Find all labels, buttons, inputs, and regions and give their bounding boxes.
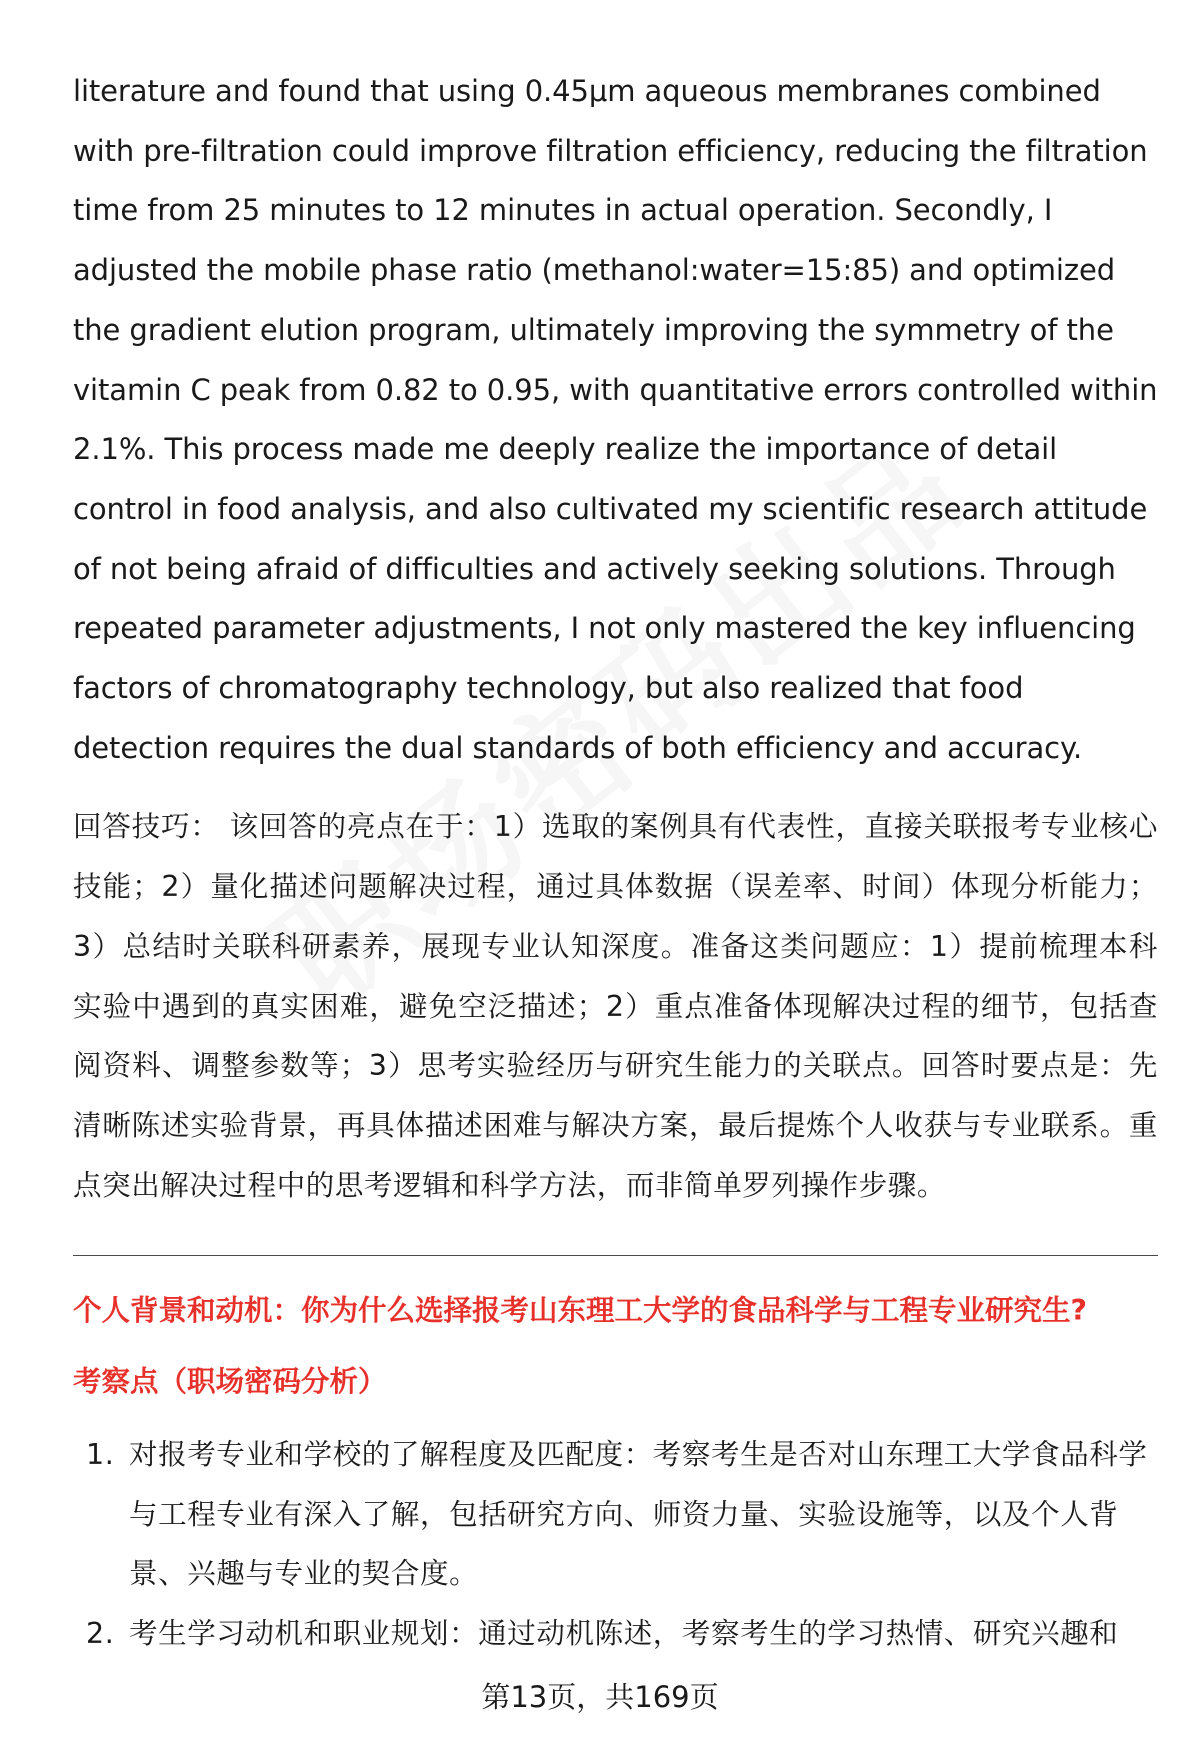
list-item-number: 2. bbox=[86, 1616, 115, 1650]
question-title: 个人背景和动机：你为什么选择报考山东理工大学的食品科学与工程专业研究生? bbox=[73, 1294, 1088, 1328]
section-divider bbox=[73, 1255, 1158, 1256]
analysis-points-list bbox=[73, 1425, 1158, 1663]
document-page bbox=[73, 62, 1158, 1663]
page-number-footer: 第13页，共169页 bbox=[481, 1680, 719, 1714]
list-item-text: 考生学习动机和职业规划：通过动机陈述，考察考生的学习热情、研究兴趣和 bbox=[129, 1616, 1119, 1650]
list-item bbox=[73, 1425, 1158, 1604]
list-item-number: 1. bbox=[86, 1438, 115, 1472]
question-subtitle: 考察点（职场密码分析） bbox=[73, 1365, 387, 1399]
list-item-text: 对报考专业和学校的了解程度及匹配度：考察考生是否对山东理工大学食品科学与工程专业有深入了解，包括研究方向、师资力量、实验设施等，以及个人背景、兴趣与专业的契合度。 bbox=[129, 1438, 1148, 1591]
tips-paragraph: 回答技巧： 该回答的亮点在于：1）选取的案例具有代表性，直接关联报考专业核心技能；2）量化描述问题解决过程，通过具体数据（误差率、时间）体现分析能力；3）总结时关联科研素养，展现专业认知深度。准备这类问题应：1）提前梳理本科实验中遇到的真实困难，避免空泛描述；2）重点准备体现解决过程的细节，包括查阅资料、调整参数等；3）思考实验经历与研究生能力的关联点。回答时要点是：先清晰陈述实验背景，再具体描述困难与解决方案，最后提炼个人收获与专业联系。重点突出解决过程中的思考逻辑和科学方法，而非简单罗列操作步骤。 bbox=[73, 810, 1158, 1202]
english-paragraph: literature and found that using 0.45μm aqueous membranes combined with pre-filtration could improve filtration efficiency, reducing the filtration time from 25 minutes to 12 minutes in actual operation. Secondly, I adjusted the mobile phase ratio (methanol:water=15:85) and optimized the gradient elution program, ultimately improving the symmetry of the vitamin C peak from 0.82 to 0.95, with quantitative errors controlled within 2.1%. This process made me deeply realize the importance of detail control in food analysis, and also cultivated my scientific research attitude of not being afraid of difficulties and actively seeking solutions. Through repeated parameter adjustments, I not only mastered the key influencing factors of chromatography technology, but also realized that food detection requires the dual standards of both efficiency and accuracy. bbox=[73, 74, 1158, 765]
list-item bbox=[73, 1604, 1158, 1664]
